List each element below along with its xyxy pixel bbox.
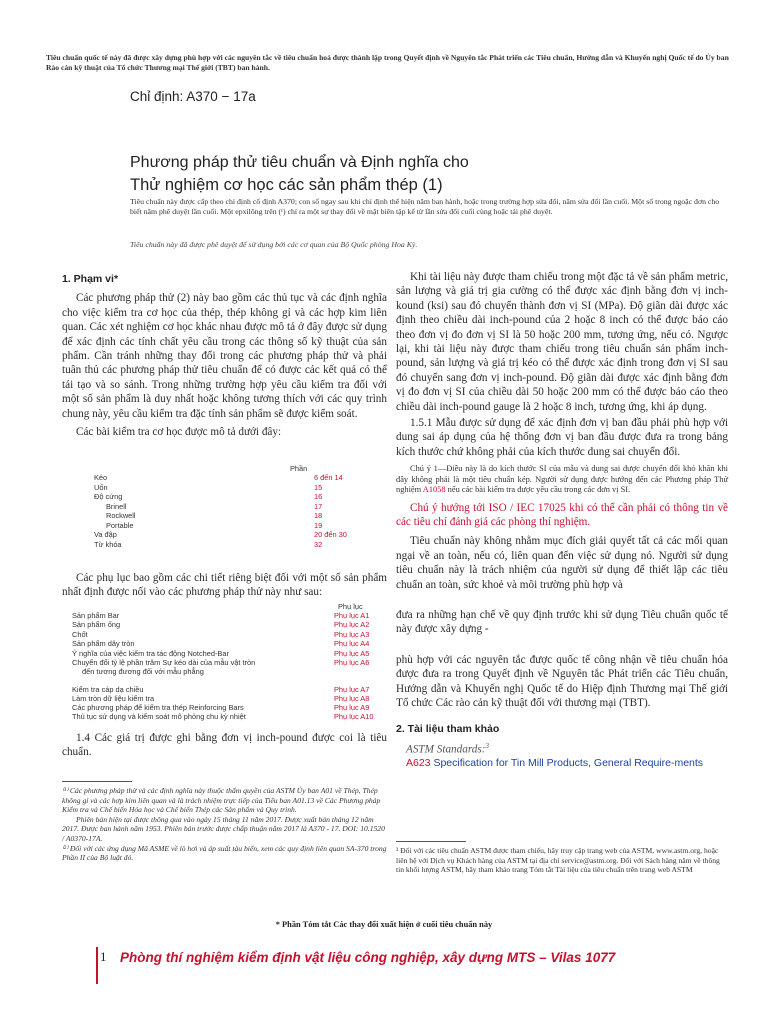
astm-standards-text: ASTM Standards: — [406, 743, 486, 756]
note-1-text-end: nếu các bài kiểm tra được yêu cầu trong các đơn vị SI. — [445, 485, 631, 495]
right-column — [396, 270, 728, 770]
annex-label: Làm tròn dữ liệu kiểm tra — [72, 694, 155, 703]
annex-ref-link[interactable]: Phụ lục A9 — [334, 703, 370, 712]
reference-title[interactable]: Specification for Tin Mill Products, General Require-ments — [430, 756, 704, 769]
units-paragraph: Khi tài liệu này được tham chiếu trong một đặc tả về sản phẩm metric, sản lượng và giá trị gia cường có thể được xác định bằng đơn vị inch-kound (ksi) sau đó chuyển thành đơn vị SI (MPa). Độ giãn dài được xác định theo chiều dài inch-pound của 2 hoặc 8 inch có thể được báo cáo theo đơn vị đo đơn vị SI là 50 hoặc 200 mm, tương ứng, nếu có. Ngược lại, khi tài liệu này được tham chiếu trong tiêu chuẩn sản phẩm inch-pound, sản lượng và giá trị kéo có thể được xác định trong đơn vị SI sau đó chuyển sang đơn vị inch-pound. Độ giãn dài được xác định bằng đơn vị đo đơn vị SI của chiều dài 50 hoặc 200 mm có thể được báo cáo theo chiều dài inch-pound gauge là 2 hoặc 8 inch, tương ứng, khi áp dụng. — [396, 271, 728, 413]
annex-row — [82, 667, 204, 676]
test-section-ref[interactable]: 19 — [314, 520, 323, 530]
footer-red-bar — [96, 947, 98, 984]
annex-label: Sản phẩm Bar — [72, 611, 120, 620]
test-section-ref[interactable]: 18 — [314, 511, 323, 520]
reference-a623[interactable] — [396, 757, 728, 770]
annex-ref-link[interactable]: Phụ lục A7 — [334, 685, 370, 694]
annex-label: Các phương pháp để kiểm tra thép Reinforcing Bars — [72, 703, 244, 712]
test-row — [94, 492, 323, 501]
note-1-text: Chú ý 1—Điều này là do kích thước SI của mẫu và dung sai được chuyển đổi khỏ khăn khi đây không phải là một tiêu chuẩn kép. Người sử dụng được hướng đến các Phương pháp Thử nghiệm — [396, 464, 728, 495]
annex-ref-link[interactable]: Phụ lục A8 — [334, 694, 370, 703]
test-label: Rockwell — [106, 511, 136, 520]
top-note: Tiêu chuẩn quốc tế này đã được xây dựng phù hợp với các nguyên tắc về tiêu chuẩn hoá được thành lập trong Quyết định về Nguyên tắc Phát triển các Tiêu chuẩn, Hướng dẫn và Khuyến nghị Quốc tế do Ủy ban Rào cản kỹ thuật của Tổ chức Thương mại Thế giới (TBT) ban hành. — [46, 53, 729, 72]
page-number: 1 — [100, 949, 107, 964]
annex-header: Phụ lục — [338, 602, 363, 611]
footnote-3-rule — [396, 841, 466, 842]
test-row — [106, 520, 323, 530]
annex-row — [72, 658, 370, 667]
test-label: Độ cứng — [94, 492, 123, 501]
annex-ref-link[interactable]: Phụ lục A1 — [334, 611, 370, 620]
left-column-units — [62, 731, 387, 760]
test-label: Brinell — [106, 501, 127, 511]
astm-standards-label — [396, 739, 728, 757]
annex-row — [72, 649, 370, 658]
test-section-ref[interactable]: 16 — [314, 492, 323, 501]
test-section-ref[interactable]: 17 — [314, 501, 323, 511]
annex-ref-link[interactable]: Phụ lục A6 — [334, 658, 370, 667]
tbt-paragraph: phù hợp với các nguyên tắc được quốc tế công nhận về tiêu chuẩn hóa được đưa ra trong Quyết định về Nguyên tắc Phát triển các Tiêu chuẩn, Hướng dẫn và Khuyến nghị Quốc tế do Hiệp định Thương mại Thế giới Tổ chức Các rào cản kỹ thuật đối với thương mại (TBT). — [396, 653, 728, 709]
annex-label: Chốt — [72, 630, 88, 639]
scope-heading: 1. Phạm vi* — [62, 273, 119, 285]
annex-ref-link[interactable]: Phụ lục A5 — [334, 649, 370, 658]
annex-row — [72, 639, 370, 648]
regulation-paragraph: đưa ra những hạn chế về quy định trước khi sử dụng Tiêu chuẩn quốc tế này được xây dựng - — [396, 608, 728, 636]
test-row — [106, 511, 323, 520]
title-line-2: Thử nghiệm cơ học các sản phẩm thép (1) — [130, 176, 443, 194]
scope-paragraph-1: Các phương pháp thử (2) này bao gồm các thủ tục và các định nghĩa cho việc kiểm tra cơ học của thép, thép không gỉ và các hợp kim liên quan. Các xét nghiệm cơ học khác nhau được mô tả ở đây được sử dụng để xác định các tính chất yêu cầu trong các thông số kỹ thuật của sản phẩm. Cần tránh những thay đổi trong các phương pháp thử và phải tuân thủ các phương pháp thử tiêu chuẩn để có được các kết quả có thể tái tạo và so sánh. Trong những trường hợp yêu cầu kiểm tra đối với một số sản phẩm là duy nhất hoặc không tương thích với các quy trình chung này, yêu cầu kiểm tra đặc tính sản phẩm sẽ được kiểm soát. — [62, 292, 387, 420]
test-section-ref[interactable]: 32 — [314, 539, 323, 549]
annex-label: Kiểm tra cáp dạ chiều — [72, 685, 144, 694]
annex-label: Thủ tục sử dụng và kiểm soát mô phỏng chu kỳ nhiệt — [72, 712, 246, 721]
annex-row — [72, 694, 370, 703]
footnote-rule — [62, 781, 132, 782]
test-section-ref[interactable]: 20 đến 30 — [314, 530, 347, 539]
footnote-2: ⁽²⁾ Đối với các ứng dụng Mã ASME về lò hơi và áp suất tàu biển, xem các quy định liên quan SA-370 trong Phần II của Bộ luật đó. — [62, 843, 387, 863]
annex-label: Ý nghĩa của việc kiểm tra tác động Notched-Bar — [72, 649, 229, 658]
test-row — [94, 530, 347, 539]
test-label: Uốn — [94, 482, 108, 492]
annex-ref-link[interactable]: Phụ lục A10 — [334, 712, 374, 721]
annex-row — [72, 611, 370, 620]
summary-of-changes-note: * Phần Tóm tắt Các thay đổi xuất hiện ở cuối tiêu chuẩn này — [275, 920, 493, 929]
reference-code[interactable]: A623 — [406, 756, 431, 769]
test-section-ref[interactable]: 15 — [314, 482, 323, 492]
annex-row — [72, 630, 370, 639]
specimen-paragraph: 1.5.1 Mẫu được sử dụng để xác định đơn vị ban đầu phải phù hợp với dung sai áp dụng của hệ thống đơn vị ban đầu được đưa ra trong bảng kích thước chứ không phải của kích thước dung sai chuyển đổi. — [396, 417, 728, 458]
test-row — [106, 501, 323, 511]
test-section-ref[interactable]: 6 đến 14 — [314, 473, 343, 482]
footnotes-left — [62, 786, 387, 863]
references-heading: 2. Tài liệu tham khảo — [396, 723, 500, 736]
scope-paragraph-3: Các phụ lục bao gồm các chi tiết riêng biệt đối với một số sản phẩm nhất định được nối vào các phương pháp thử này như sau: — [62, 572, 387, 599]
iso-note: Chú ý hướng tới ISO / IEC 17025 khi có thể cần phải có thông tin về các tiêu chí đánh giá các phòng thí nghiệm. — [396, 501, 728, 528]
annex-label: Chuyển đổi tỷ lệ phần trăm Sự kéo dài của mẫu vật tròn — [72, 658, 256, 667]
left-column — [62, 272, 387, 439]
tests-header: Phần — [290, 464, 308, 473]
test-label: Từ khóa — [94, 539, 122, 549]
safety-paragraph: Tiêu chuẩn này không nhằm mục đích giải quyết tất cả các mối quan ngại về an toàn, nếu có, liên quan đến việc sử dụng nó. Người sử dụng tiêu chuẩn này là trách nhiệm của người sử dụng để thiết lập các tiêu chuẩn an toàn, sức khoẻ và môi trường phù hợp và — [396, 535, 728, 591]
test-row — [94, 473, 343, 482]
annex-ref-link[interactable]: Phụ lục A4 — [334, 639, 370, 648]
annex-row — [72, 703, 370, 712]
astm-footnote-mark: 3 — [485, 741, 489, 750]
annex-row — [72, 712, 374, 721]
annex-row — [72, 685, 370, 694]
annex-ref-link[interactable]: Phụ lục A2 — [334, 620, 370, 629]
annex-row — [72, 620, 370, 629]
test-row — [94, 482, 323, 492]
designation: Chỉ định: A370 − 17a — [130, 89, 256, 104]
test-label: Portable — [106, 520, 134, 530]
footnote-1: ⁽¹⁾ Các phương pháp thử và các định nghĩa này thuộc thẩm quyền của ASTM Ủy ban A01 về Thép, Thép không gỉ và các hợp kim liên quan và là trách nhiệm trực tiếp của Tiểu ban A01.13 về Các Phương pháp Kiểm tra và Chế biến Hóa học và Chế biến Thép các Sản phẩm và Quy trình. — [62, 786, 381, 815]
title-line-1: Phương pháp thử tiêu chuẩn và Định nghĩa cho — [130, 154, 469, 171]
annex-label: Sản phẩm dây tròn — [72, 639, 135, 648]
note-1-ref-link[interactable]: A1058 — [422, 485, 446, 495]
annex-label: đến tương đương đối với mẫu phẳng — [82, 667, 204, 676]
test-label: Va đập — [94, 530, 117, 539]
scope-paragraph-4: 1.4 Các giá trị được ghi bằng đơn vị inch-pound được coi là tiêu chuẩn. — [62, 732, 387, 759]
test-row — [94, 539, 323, 549]
left-column-annex-intro — [62, 571, 387, 600]
note-1 — [396, 464, 728, 495]
intro-paragraph: Tiêu chuẩn này được cấp theo chỉ định cố định A370; con số ngay sau khi chỉ định thể hiện năm ban hành, hoặc trong trường hợp sửa đổi, năm sửa đổi lần cuối. Một số trong ngoặc đơn cho biết năm phê duyệt lần cuối. Một epxilông trên (ᵋ) chỉ ra một sự thay đổi về mặt biên tập kể từ lần sửa đổi cuối cùng hoặc tái phê duyệt. — [130, 197, 720, 216]
footnote-3: ³ Đối với các tiêu chuẩn ASTM được tham chiếu, hãy truy cập trang web của ASTM, www.astm.org, hoặc liên hệ với Dịch vụ Khách hàng của ASTM tại địa chỉ service@astm.org. Đối với Sách hàng năm về thông tin khối lượng ASTM, hãy tham khảo trang Tóm tắt Tài liệu của tiêu chuẩn trên trang web ASTM — [396, 846, 720, 875]
annex-label: Sản phẩm ống — [72, 620, 121, 629]
test-label: Kéo — [94, 473, 108, 482]
scope-paragraph-2: Các bài kiểm tra cơ học được mô tả dưới đây: — [76, 426, 282, 439]
approval-note: Tiêu chuẩn này đã được phê duyệt để sử dụng bởi các cơ quan của Bộ Quốc phòng Hoa Kỳ. — [130, 240, 418, 249]
annex-ref-link[interactable]: Phụ lục A3 — [334, 630, 370, 639]
footnote-1-version: Phiên bản hiện tại được thông qua vào ngày 15 tháng 11 năm 2017. Được xuất bản tháng 12 năm 2017. Được ban hành năm 1953. Phiên bản trước được chấp thuận năm 2017 là A370 - 17. DOI: 10.1520 / A0370-17A. — [62, 814, 385, 843]
footer-lab-name: Phòng thí nghiệm kiểm định vật liệu công nghiệp, xây dựng MTS – Vilas 1077 — [120, 950, 616, 965]
